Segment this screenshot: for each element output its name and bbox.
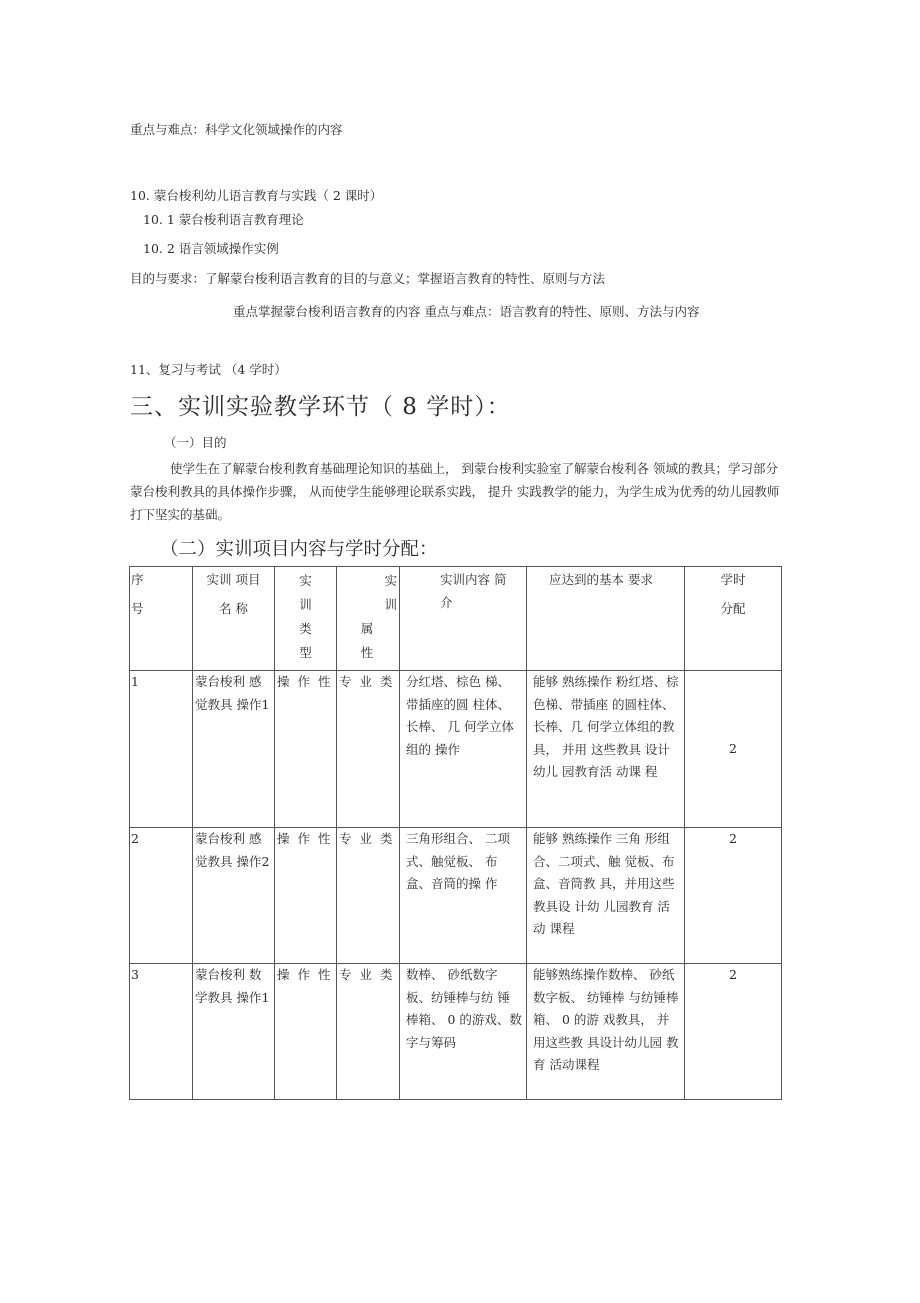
section-10-title: 10. 蒙台梭利幼儿语言教育与实践（ 2 课时） [130, 188, 383, 203]
row-type: 操 作 性 [275, 671, 337, 828]
row-require: 能够 熟练操作 粉红塔、棕色梯、带插座 的圆柱体、长棒、几 何学立体组的教具， 并用 这些教具 设计 幼儿 园教育活 动课 程 [527, 671, 685, 828]
row-hours: 2 [685, 828, 782, 964]
table-header-row [130, 567, 782, 671]
row-content: 分红塔、棕色 梯、带插座的圆 柱体、长棒、 几 何学立体组的 操作 [400, 671, 527, 828]
row-require: 能够熟练操作数棒、 砂纸数字板、 纺锤棒 与纺锤棒箱、 0 的游 戏教具， 并用这些教 具设计幼儿园 教育 活动课程 [527, 964, 685, 1100]
header-content: 实训内容 简介 [400, 567, 527, 671]
row-attr: 专 业 类 [337, 964, 400, 1100]
section-10-focus: 重点掌握蒙台梭利语言教育的内容 重点与难点：语言教育的特性、原则、方法与内容 [233, 304, 700, 319]
table-row [130, 964, 782, 1100]
row-attr: 专 业 类 [337, 828, 400, 964]
header-seq: 序 号 [130, 567, 193, 671]
table-row [130, 828, 782, 964]
focus-difficulty-line: 重点与难点：科学文化领域操作的内容 [130, 122, 343, 137]
row-name: 蒙台梭利 数学教具 操作1 [193, 964, 275, 1100]
section-11: 11、复习与考试 （4 学时） [130, 362, 287, 377]
header-name: 实训 项目 名 称 [193, 567, 275, 671]
header-attr: 实 训 属 性 [337, 567, 400, 671]
row-require: 能够 熟练操作 三角 形组合、二项式、触 觉板、布盒、音筒教 具，并用这些教具设 计幼 儿园教育 活动 课程 [527, 828, 685, 964]
row-seq: 3 [130, 964, 193, 1100]
row-name: 蒙台梭利 感觉教具 操作2 [193, 828, 275, 964]
row-content: 三角形组合、 二项式、触觉板、 布盒、音筒的操 作 [400, 828, 527, 964]
table-row [130, 671, 782, 828]
row-seq: 2 [130, 828, 193, 964]
row-seq: 1 [130, 671, 193, 828]
section-3-subtitle: （二）实训项目内容与学时分配： [160, 539, 438, 560]
row-hours: 2 [685, 671, 782, 828]
row-hours: 2 [685, 964, 782, 1100]
purpose-paragraph: 使学生在了解蒙台梭利教育基础理论知识的基础上， 到蒙台梭利实验室了解蒙台梭利各 领域的教具；学习部分蒙台梭利教具的具体操作步骤， 从而使学生能够理论联系实践， 提升 实践教学的能力，为学生成为优秀的幼儿园教师打下坚实的基础。 [130, 461, 780, 522]
row-type: 操 作 性 [275, 828, 337, 964]
header-type: 实 训 类 型 [275, 567, 337, 671]
training-table [129, 566, 782, 1100]
header-hours: 学时 分配 [685, 567, 782, 671]
row-content: 数棒、 砂纸数字板、纺锤棒与纺 锤棒箱、 0 的游戏、数字与筹码 [400, 964, 527, 1100]
header-require: 应达到的基本 要求 [527, 567, 685, 671]
row-type: 操 作 性 [275, 964, 337, 1100]
section-10-1: 10. 1 蒙台梭利语言教育理论 [143, 212, 304, 227]
row-name: 蒙台梭利 感觉教具 操作1 [193, 671, 275, 828]
section-10-goal: 目的与要求：了解蒙台梭利语言教育的目的与意义；掌握语言教育的特性、原则与方法 [130, 271, 606, 286]
purpose-label: （一）目的 [164, 435, 227, 450]
section-3-title: 三、实训实验教学环节（ 8 学时）： [130, 394, 511, 420]
section-10-2: 10. 2 语言领域操作实例 [143, 241, 279, 256]
row-attr: 专 业 类 [337, 671, 400, 828]
